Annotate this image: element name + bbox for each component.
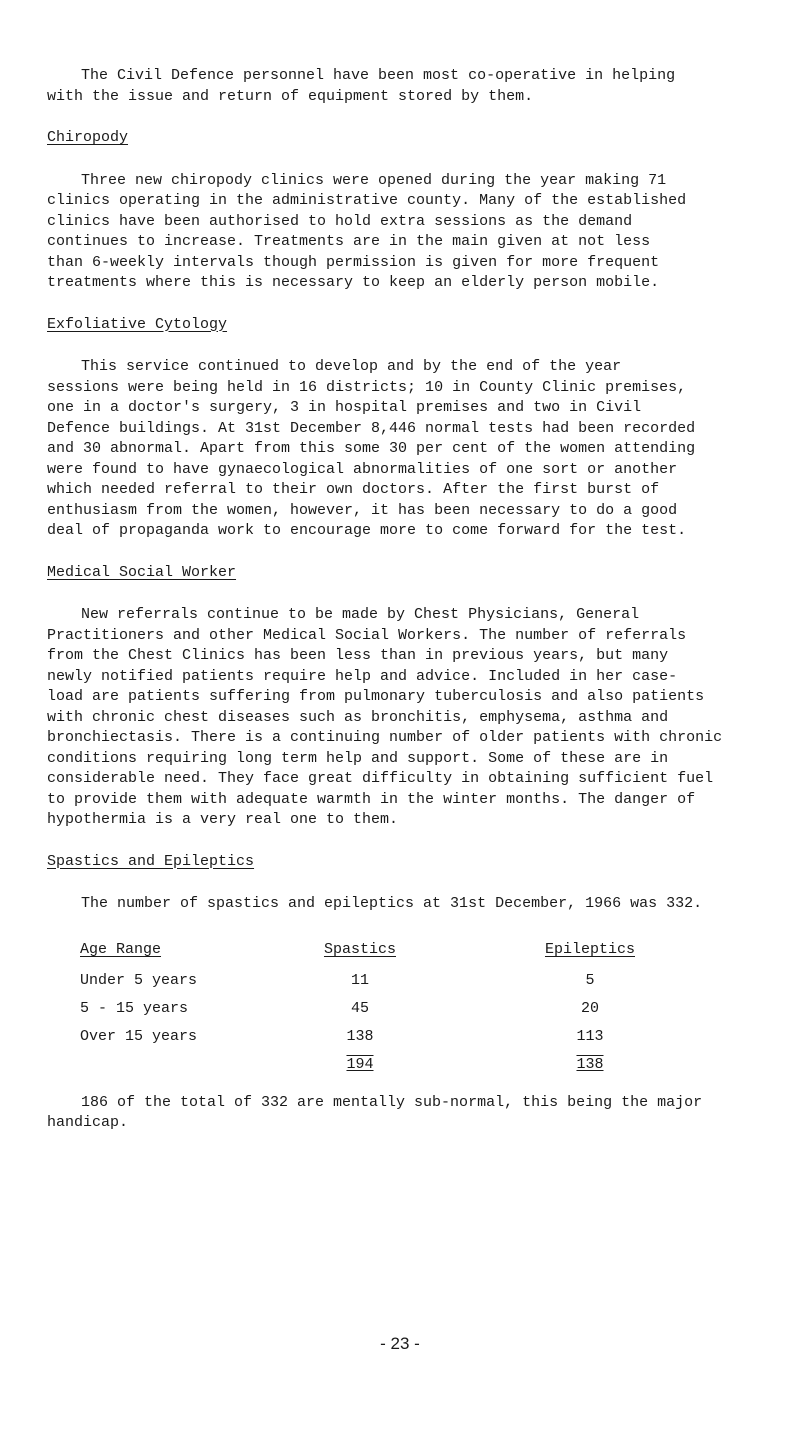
header-epileptics: Epileptics xyxy=(544,941,635,958)
epileptics-cell: 20 xyxy=(580,1000,599,1017)
header-age-range: Age Range xyxy=(80,941,162,958)
table-row xyxy=(80,967,700,995)
spastics-epileptics-table xyxy=(80,933,700,1079)
chiropody-heading: Chiropody xyxy=(47,129,129,146)
age-range-cell: Under 5 years xyxy=(80,972,198,989)
cytology-heading: Exfoliative Cytology xyxy=(47,315,228,333)
epileptics-total: 138 xyxy=(576,1056,604,1073)
document-page xyxy=(47,66,757,1134)
spastics-cell: 45 xyxy=(350,1000,369,1017)
table-header-row xyxy=(80,933,700,967)
chiropody-paragraph: Three new chiropody clinics were opened during the year making 71 clinics operating in the administrative county. Many of the established clinics have been authorised to hold extra sessions as the demand continues to increase. Treatments are in the main given at not less than 6-weekly intervals though permission is given for more frequent treatments where this is necessary to keep an elderly person mobile. xyxy=(47,171,687,291)
page-number: - 23 - xyxy=(380,1334,420,1353)
spastics-total: 194 xyxy=(346,1056,374,1073)
spastics-cell: 138 xyxy=(346,1028,374,1045)
spastics-cell: 11 xyxy=(350,972,369,989)
header-spastics: Spastics xyxy=(323,941,396,958)
spastics-footer-paragraph: 186 of the total of 332 are mentally sub-normal, this being the major handicap. xyxy=(47,1093,703,1131)
age-range-cell: 5 - 15 years xyxy=(80,1000,189,1017)
epileptics-cell: 5 xyxy=(585,972,595,989)
spastics-heading: Spastics and Epileptics xyxy=(47,852,255,870)
social-worker-heading: Medical Social Worker xyxy=(47,563,237,581)
table-row xyxy=(80,995,700,1023)
table-total-row xyxy=(80,1051,700,1079)
intro-paragraph: The Civil Defence personnel have been most co-operative in helping with the issue and return of equipment stored by them. xyxy=(47,67,676,105)
social-worker-paragraph: New referrals continue to be made by Chest Physicians, General Practitioners and other Medical Social Workers. The number of referrals from the Chest Clinics has been less than in previous years, but many newly notified patients require help and advice. Included in her case- load are patients suffering from pulmonary tuberculosis and also patients with chronic chest diseases such as bronchitis, emphysema, asthma and bronchiectasis. There is a continuing number of older patients with chronic conditions requiring long term help and support. Some of these are in considerable need. They face great difficulty in obtaining sufficient fuel to provide them with adequate warmth in the winter months. The danger of hypothermia is a very real one to them. xyxy=(47,606,723,828)
age-range-cell: Over 15 years xyxy=(80,1028,198,1045)
cytology-paragraph: This service continued to develop and by the end of the year sessions were being held in 16 districts; 10 in County Clinic premises, one in a doctor's surgery, 3 in hospital premises and two in Civil Defence buildings. At 31st December 8,446 normal tests had been recorded and 30 abnormal. Apart from this some 30 per cent of the women attending were found to have gynaecological abnormalities of one sort or another which needed referral to their own doctors. After the first burst of enthusiasm from the women, however, it has been necessary to do a good deal of propaganda work to encourage more to come forward for the test. xyxy=(47,358,696,539)
epileptics-cell: 113 xyxy=(576,1028,604,1045)
spastics-paragraph: The number of spastics and epileptics at 31st December, 1966 was 332. xyxy=(81,895,703,912)
table-row xyxy=(80,1023,700,1051)
